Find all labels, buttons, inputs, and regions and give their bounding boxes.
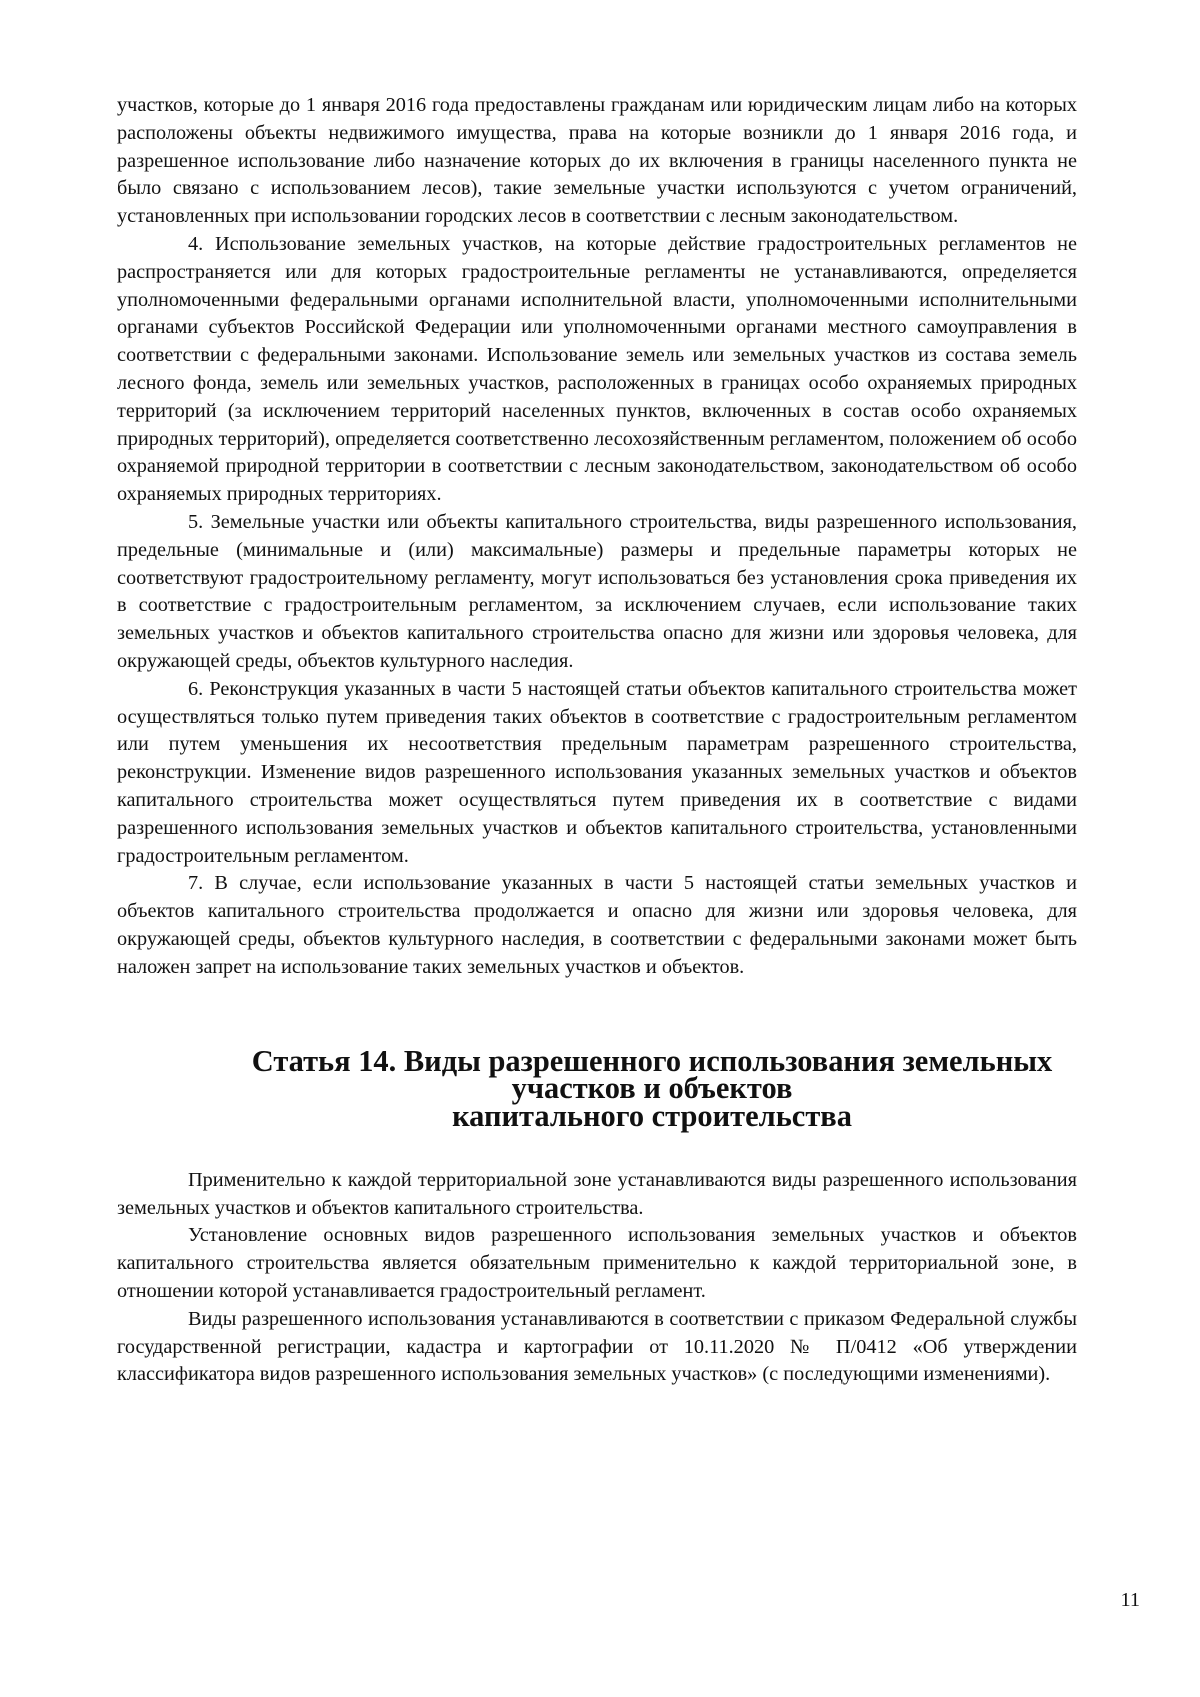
spacer <box>117 1131 1077 1167</box>
article-heading-line-2: капитального строительства <box>452 1099 852 1134</box>
page-number: 11 <box>1120 1589 1140 1611</box>
paragraph-zones: Применительно к каждой территориальной зоне устанавливаются виды разрешенного использования земельных участков и объектов капитального строительства. <box>117 1168 1077 1219</box>
paragraph-part-4: 4. Использование земельных участков, на которые действие градостроительных регламентов не распространяется или для которых градостроительные регламенты не устанавливаются, определяется уполномоченными федеральными органами исполнительной власти, уполномоченными исполнительными органами субъектов Российской Федерации или уполномоченными органами местного самоуправления в соответствии с федеральными законами. Использование земель или земельных участков из состава земель лесного фонда, земель или земельных участков, расположенных в границах особо охраняемых природных территорий (за исключением территорий населенных пунктов, включенных в состав особо охраняемых природных территорий), определяется соответственно лесохозяйственным регламентом, положением об особо охраняемой природной территории в соответствии с лесным законодательством, законодательством об особо охраняемых природных территориях. <box>117 232 1077 506</box>
paragraph-main-types: Установление основных видов разрешенного использования земельных участков и объектов капитального строительства является обязательным применительно к каждой территориальной зоне, в отношении которой устанавливается градостроительный регламент. <box>117 1224 1077 1303</box>
paragraph-part-5: 5. Земельные участки или объекты капитального строительства, виды разрешенного использования, предельные (минимальные и (или) максимальные) размеры и предельные параметры которых не соответствуют градостроительному регламенту, могут использоваться без установления срока приведения их в соответствие с градостроительным регламентом, за исключением случаев, если использование таких земельных участков и объектов капитального строительства опасно для жизни или здоровья человека, для окружающей среды, объектов культурного наследия. <box>117 510 1077 672</box>
spacer <box>117 982 1077 1048</box>
document-page <box>117 92 1077 1389</box>
paragraph-continuation: участков, которые до 1 января 2016 года предоставлены гражданам или юридическим лицам либо на которых расположены объекты недвижимого имущества, права на которые возникли до 1 января 2016 года, и разрешенное использование либо назначение которых до их включения в границы населенного пункта не было связано с использованием лесов), такие земельные участки используются с учетом ограничений, установленных при использовании городских лесов в соответствии с лесным законодательством. <box>117 94 1077 228</box>
paragraph-part-6: 6. Реконструкция указанных в части 5 настоящей статьи объектов капитального строительства может осуществляться только путем приведения таких объектов в соответствие с градостроительным регламентом или путем уменьшения их несоответствия предельным параметрам разрешенного строительства, реконструкции. Изменение видов разрешенного использования указанных земельных участков и объектов капитального строительства может осуществляться путем приведения их в соответствие с видами разрешенного использования земельных участков и объектов капитального строительства, установленными градостроительным регламентом. <box>117 677 1077 867</box>
paragraph-classifier: Виды разрешенного использования устанавливаются в соответствии с приказом Федеральной службы государственной регистрации, кадастра и картографии от 10.11.2020 № П/0412 «Об утверждении классификатора видов разрешенного использования земельных участков» (с последующими изменениями). <box>117 1307 1077 1386</box>
article-heading-line-1: Статья 14. Виды разрешенного использования земельных участков и объектов <box>251 1043 1053 1106</box>
article-14-heading <box>117 1043 1077 1134</box>
paragraph-part-7: 7. В случае, если использование указанных в части 5 настоящей статьи земельных участков и объектов капитального строительства продолжается и опасно для жизни или здоровья человека, для окружающей среды, объектов культурного наследия, в соответствии с федеральными законами может быть наложен запрет на использование таких земельных участков и объектов. <box>117 872 1077 978</box>
